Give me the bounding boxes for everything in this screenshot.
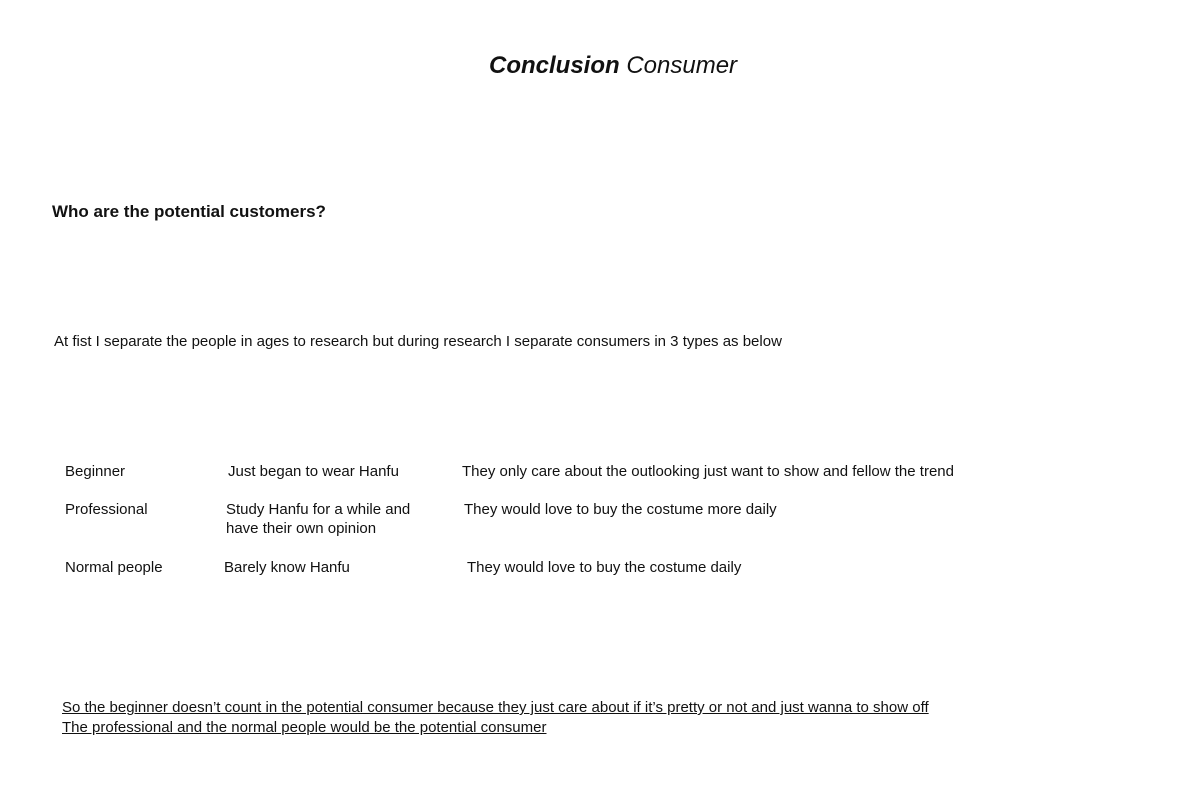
behavior-cell: They only care about the outlooking just want to show and fellow the trend [462, 463, 954, 480]
knowledge-cell-line-2: have their own opinion [226, 520, 377, 537]
knowledge-cell: Study Hanfu for a while and [226, 501, 411, 518]
knowledge-cell: Barely know Hanfu [224, 559, 350, 576]
consumer-type-cell: Beginner [65, 463, 126, 480]
title-bold-text: Conclusion [489, 52, 620, 79]
behavior-cell: They would love to buy the costume daily [467, 559, 742, 576]
conclusion-text [62, 698, 929, 738]
title-rest-text: Consumer [626, 52, 738, 79]
consumer-type-cell: Professional [65, 501, 148, 518]
conclusion-line-2: The professional and the normal people would be the potential consumer [62, 719, 547, 736]
intro-paragraph: At fist I separate the people in ages to research but during research I separate consumers in 3 types as below [54, 333, 782, 350]
page-title [489, 51, 737, 81]
knowledge-cell: Just began to wear Hanfu [228, 463, 399, 480]
consumer-type-cell: Normal people [65, 559, 163, 576]
conclusion-line-1: So the beginner doesn’t count in the potential consumer because they just care about if it’s pretty or not and just wanna to show off [62, 699, 929, 716]
behavior-cell: They would love to buy the costume more daily [464, 501, 777, 518]
section-question: Who are the potential customers? [52, 202, 326, 221]
